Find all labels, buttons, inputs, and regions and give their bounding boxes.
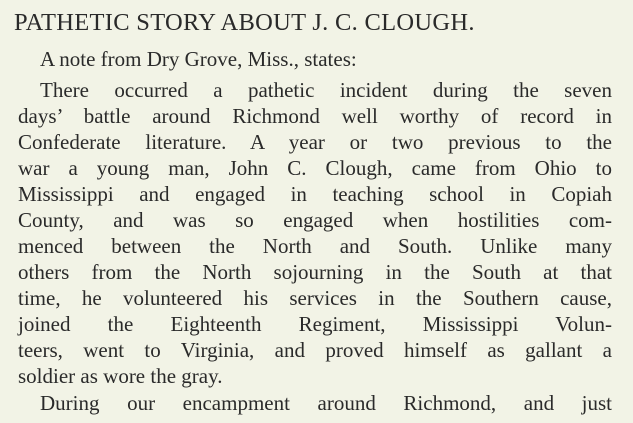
- text-line: joined the Eighteenth Regiment, Mississippi Volun-: [18, 312, 612, 336]
- text-line: days’ battle around Richmond well worthy of record in: [18, 104, 612, 128]
- text-line: soldier as wore the gray.: [18, 364, 223, 388]
- text-line: teers, went to Virginia, and proved himself as gallant a: [18, 338, 612, 362]
- text-line: time, he volunteered his services in the Southern cause,: [18, 286, 612, 310]
- text-line: During our encampment around Richmond, and just: [40, 391, 612, 415]
- intro-line: A note from Dry Grove, Miss., states:: [40, 47, 357, 71]
- text-line: others from the North sojourning in the South at that: [18, 260, 612, 284]
- text-line: There occurred a pathetic incident during the seven: [40, 78, 612, 102]
- text-line: Mississippi and engaged in teaching school in Copiah: [18, 182, 612, 206]
- text-line: menced between the North and South. Unlike many: [18, 234, 612, 258]
- text-line: County, and was so engaged when hostilities com-: [18, 208, 612, 232]
- text-line: war a young man, John C. Clough, came from Ohio to: [18, 156, 612, 180]
- text-line: Confederate literature. A year or two previous to the: [18, 130, 612, 154]
- article-title: PATHETIC STORY ABOUT J. C. CLOUGH.: [14, 9, 475, 36]
